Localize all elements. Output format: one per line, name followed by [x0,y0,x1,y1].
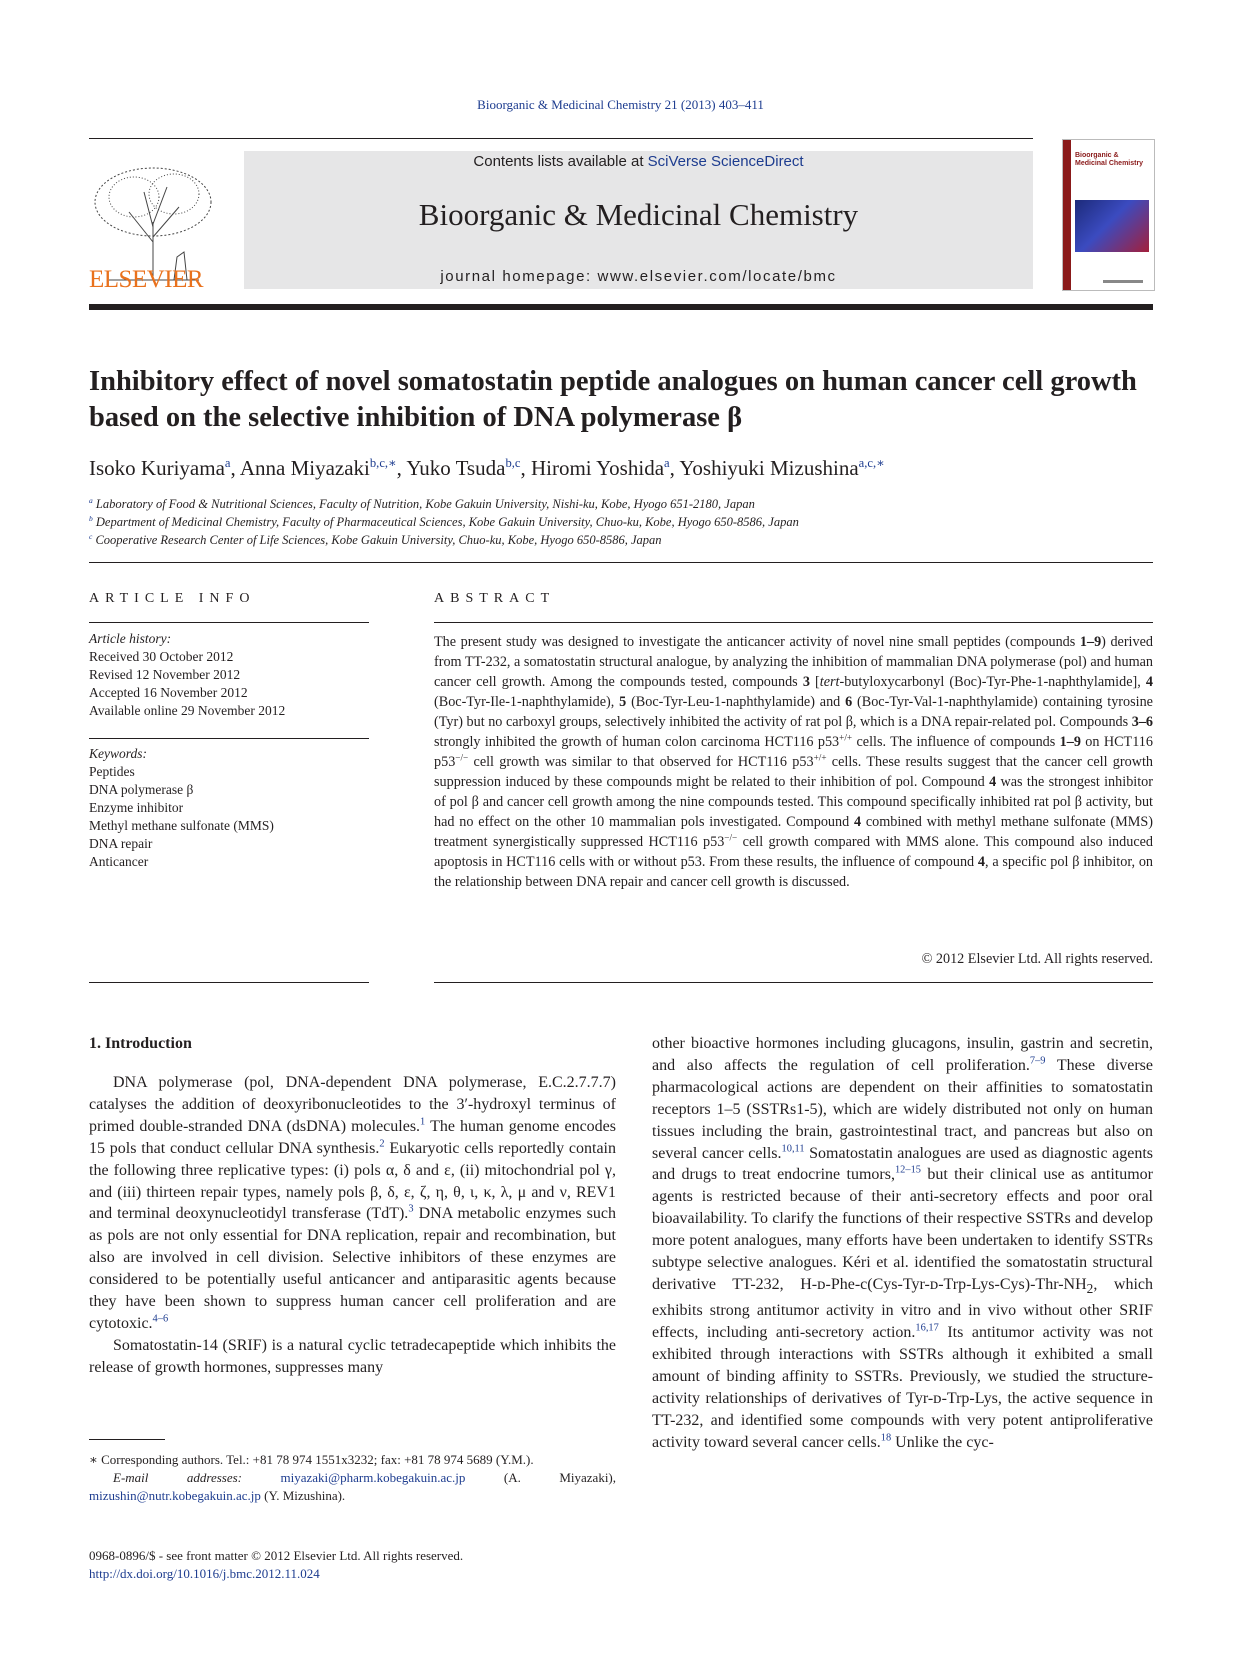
affiliation-c: $^c$ Cooperative Research Center of Life Sciences, Kobe Gakuin University, Chuo-ku, Kobe, Hyogo 650-8586, Japan [89,531,662,547]
sciencedirect-link[interactable]: SciVerse ScienceDirect [647,153,804,170]
article-history: Article history: Received 30 October 2012 Revised 12 November 2012 Accepted 16 November 2012 Available online 29 November 2012 [89,631,286,718]
affiliation-b: $^b$ Department of Medicinal Chemistry, Faculty of Pharmaceutical Sciences, Kobe Gakuin University, Chuo-ku, Kobe, Hyogo 650-8586, Japan [89,513,799,529]
article-title: Inhibitory effect of novel somatostatin peptide analogues on human cancer cell growth based on the selective inhibition of DNA polymerase β [89,366,1137,433]
issn-line: 0968-0896/$ - see front matter © 2012 Elsevier Ltd. All rights reserved. [89,1548,464,1563]
email-link[interactable]: mizushin@nutr.kobegakuin.ac.jp [89,1488,261,1503]
reference-link[interactable]: 16,17 [915,1322,939,1334]
introduction-heading: 1. Introduction [89,1035,192,1052]
header-rule [89,138,1033,139]
reference-link[interactable]: 4–6 [152,1313,169,1325]
article-info-end-rule [89,982,369,983]
keyword: Peptides [89,764,135,779]
journal-title: Bioorganic & Medicinal Chemistry [418,197,859,232]
keyword: DNA repair [89,836,153,851]
article-info-rule [89,622,369,623]
journal-citation[interactable]: Bioorganic & Medicinal Chemistry 21 (2013) 403–411 [477,97,764,112]
keyword: Anticancer [89,854,149,869]
keywords-rule [89,738,369,739]
reference-link[interactable]: 18 [880,1432,892,1444]
reference-link[interactable]: 7–9 [1029,1055,1046,1067]
reference-link[interactable]: 3 [408,1204,414,1216]
intro-column-right [652,1033,1153,1453]
author-list: Isoko Kuriyama$^a$, Anna Miyazaki$^{b,c,∗}$, Yuko Tsuda$^{b,c}$, Hiromi Yoshida$^a$, Yoshiyuki Mizushina$^{a,c,∗}$ [89,456,885,480]
corresponding-footnote: ∗ Corresponding authors. Tel.: +81 78 974 1551x3232; fax: +81 78 974 5689 (Y.M.). E-mail addresses: miyazaki@pharm.kobegakuin.ac.jp (A. Miyazaki), mizushin@nutr.kobegakuin.ac.jp (Y. Mizushina). [89,1452,617,1503]
article-info-heading: ARTICLE INFO [89,591,256,606]
reference-link[interactable]: 2 [379,1138,385,1150]
author: Yoshiyuki Mizushina [679,456,859,480]
footnote-rule [89,1439,165,1440]
reference-link[interactable]: 12–15 [894,1165,921,1177]
intro-paragraph-1: DNA polymerase (pol, DNA-dependent DNA polymerase, E.C.2.7.7.7) catalyses the addition of deoxyribonucleotides to the 3′-hydroxyl terminus of primed double-stranded DNA (dsDNA) molecules.$^1$ The human genome encodes 15 pols that conduct cellular DNA synthesis.$^2$ Eukaryotic cells reportedly contain the following three replicative types: (i) pols α, δ and ε, (ii) mitochondrial pol γ, and (iii) thirteen repair types, namely pols β, δ, ε, ζ, η, θ, ι, κ, λ, μ and ν, REV1 and terminal deoxynucleotidyl transferase (TdT).$^3$ DNA metabolic enzymes such as pols are not only essential for DNA replication, repair and recombination, but also are involved in cell division. Selective inhibitors of these enzymes are considered to be potentially useful anticancer and antiparasitic agents because they have been shown to suppress human cancer cell proliferation and are cytotoxic.$^{4-6}$ [89,1074,617,1332]
reference-link[interactable]: 10,11 [781,1143,805,1155]
abstract-copyright: © 2012 Elsevier Ltd. All rights reserved. [921,951,1153,967]
abstract-rule [434,622,1153,623]
intro-column-left [89,1072,616,1379]
journal-cover-thumbnail [1062,139,1155,291]
abstract-end-rule [434,982,1153,983]
affiliation-a: $^a$ Laboratory of Food & Nutritional Sciences, Faculty of Nutrition, Kobe Gakuin University, Nishi-ku, Kobe, Hyogo 651-2180, Japan [89,495,755,511]
keyword: Methyl methane sulfonate (MMS) [89,818,274,833]
journal-homepage[interactable]: journal homepage: www.elsevier.com/locate/bmc [440,268,837,285]
reference-link[interactable]: 1 [420,1116,426,1128]
contents-line: Contents lists available at SciVerse ScienceDirect [473,153,804,170]
doi-link[interactable]: http://dx.doi.org/10.1016/j.bmc.2012.11.024 [89,1566,320,1581]
author: Hiromi Yoshida [530,456,665,480]
email-link[interactable]: miyazaki@pharm.kobegakuin.ac.jp [280,1470,466,1485]
author: Isoko Kuriyama [89,456,225,480]
keyword: Enzyme inhibitor [89,800,184,815]
header-thick-rule [89,304,1153,310]
elsevier-wordmark: ELSEVIER [89,266,204,293]
section-rule [89,562,1153,563]
author: Yuko Tsuda [406,456,506,480]
abstract-heading: ABSTRACT [434,591,556,606]
abstract-text: The present study was designed to investigate the anticancer activity of novel nine small peptides (compounds 1–9) derived from TT-232, a somatostatin structural analogue, by analyzing the inhibition of mammalian DNA polymerase (pol) and human cancer cell growth. Among the compounds tested, compounds 3 [tert-butyloxycarbonyl (Boc)-Tyr-Phe-1-naphthylamide], 4 (Boc-Tyr-Ile-1-naphthylamide), 5 (Boc-Tyr-Leu-1-naphthylamide) and 6 (Boc-Tyr-Val-1-naphthylamide) containing tyrosine (Tyr) but no carboxyl groups, selectively inhibited the activity of rat pol β, which is a DNA repair-related pol. Compounds 3–6 strongly inhibited the growth of human colon carcinoma HCT116 p53+/+ cells. The influence of compounds 1–9 on HCT116 p53−/− cell growth was similar to that observed for HCT116 p53+/+ cells. These results suggest that the cancer cell growth suppression induced by these compounds might be related to their inhibition of pol. Compound 4 was the strongest inhibitor of pol β and cancer cell growth among the nine compounds tested. This compound specifically inhibited rat pol β activity, but had no effect on the other 10 mammalian pols investigated. Compound 4 combined with methyl methane sulfonate (MMS) treatment synergistically suppressed HCT116 p53−/− cell growth compared with MMS alone. This compound also induced apoptosis in HCT116 cells with or without p53. From these results, the influence of compound 4, a specific pol β inhibitor, on the relationship between DNA repair and cancer cell growth is discussed. [434,634,1154,890]
intro-paragraph-2-continued: other bioactive hormones including glucagons, insulin, gastrin and secretin, and also affects the regulation of cell proliferation.$^{7-9}$ These diverse pharmacological actions are dependent on their affinities to somatostatin receptors 1–5 (SSTRs1-5), which are widely distributed not only on human tissues including the brain, gastrointestinal tract, and pancreas but also on several cancer cells.$^{10,11}$ Somatostatin analogues are used as diagnostic agents and drugs to treat endocrine tumors,$^{12-15}$ but their clinical use as antitumor agents is restricted because of their anti-secretory effects and poor oral bioavailability. To clarify the functions of their respective SSTRs and develop more potent analogues, many efforts have been undertaken to identify SSTRs subtype selective analogues. Kéri et al. identified the somatostatin structural derivative TT-232, $H-ᴅ-Phe-c(Cys-Tyr-ᴅ-Trp-Lys-Cys)-Thr-NH_2$, which exhibits strong antitumor activity in vitro and in vivo without other SRIF effects, including anti-secretory action.$^{16,17}$ Its antitumor activity was not exhibited through interactions with SSTRs although it exhibited a small amount of binding affinity to SSTRs. Previously, we studied the structure-activity relationships of derivatives of Tyr-ᴅ-Trp-Lys, the active sequence in TT-232, and identified some compounds with very potent antiproliferative activity toward several cancer cells.$^{18}$ Unlike the cyc- [652,1035,1154,1451]
cover-title: Bioorganic & Medicinal Chemistry [1075,152,1144,167]
keywords: Keywords: Peptides DNA polymerase β Enzyme inhibitor Methyl methane sulfonate (MMS) DNA repair Anticancer [89,745,369,871]
intro-paragraph-2: Somatostatin-14 (SRIF) is a natural cyclic tetradecapeptide which inhibits the release of growth hormones, suppresses many [89,1336,616,1376]
author: Anna Miyazaki [239,456,370,480]
keyword: DNA polymerase β [89,782,194,797]
